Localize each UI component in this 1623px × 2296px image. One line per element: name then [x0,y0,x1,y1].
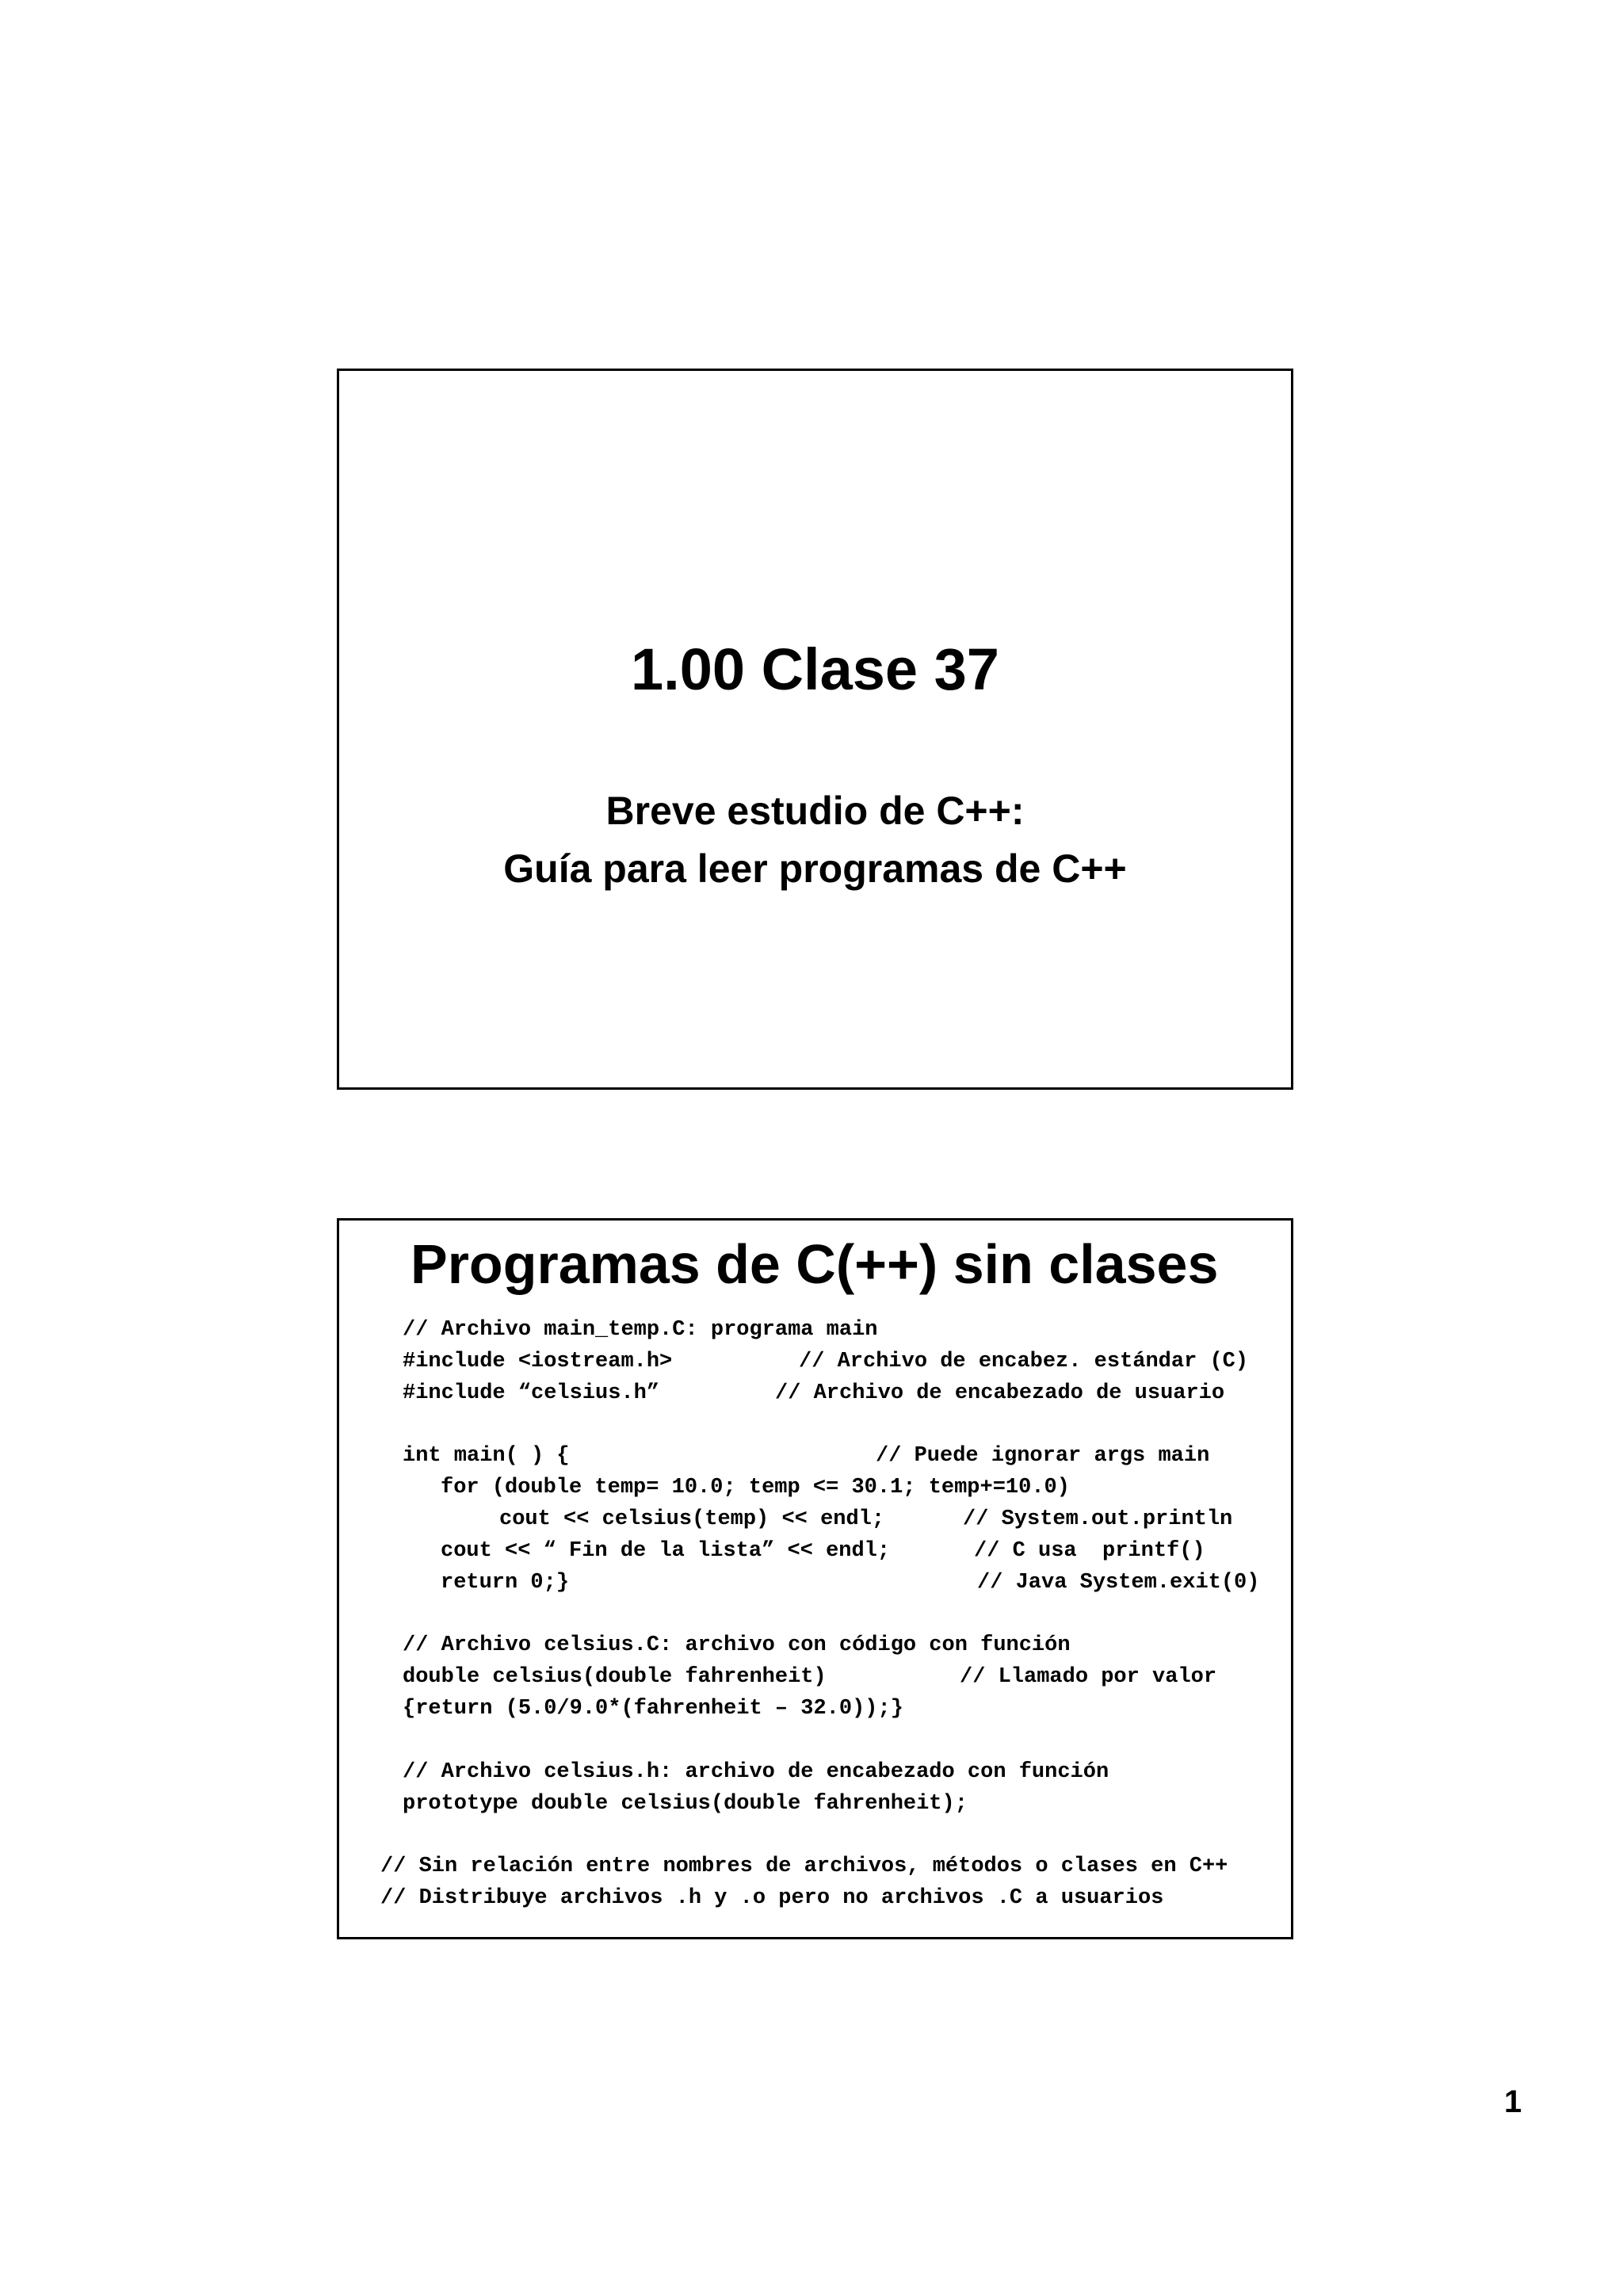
code-comment-2: // Archivo de encabez. estándar (C) [799,1350,1249,1373]
code-line-2: #include <iostream.h> [403,1350,673,1373]
code-line-1: // Archivo main_temp.C: programa main [403,1318,878,1342]
code-comment-7: // C usa printf() [974,1539,1205,1563]
code-line-15: // Distribuye archivos .h y .o pero no archivos .C a usuarios [380,1886,1164,1910]
code-line-13: prototype double celsius(double fahrenheit); [403,1792,968,1816]
code-line-12: // Archivo celsius.h: archivo de encabezado con función [403,1760,1109,1784]
slide-1-subtitle-line-2: Guía para leer programas de C++ [503,846,1127,891]
code-comment-4: // Puede ignorar args main [876,1444,1210,1468]
code-comment-6: // System.out.println [963,1507,1233,1531]
code-comment-8: // Java System.exit(0) [977,1571,1260,1595]
code-comment-10: // Llamado por valor [960,1665,1217,1689]
code-line-10: double celsius(double fahrenheit) [403,1665,827,1689]
slide-1-title: 1.00 Clase 37 [631,636,999,702]
slide-2-title: Programas de C(++) sin clases [411,1233,1219,1295]
page-number: 1 [1504,2084,1522,2119]
code-line-3: #include “celsius.h” [403,1381,660,1405]
code-line-4: int main( ) { [403,1444,570,1468]
code-line-9: // Archivo celsius.C: archivo con código con función [403,1633,1071,1657]
code-line-7: cout << “ Fin de la lista” << endl; [441,1539,891,1563]
code-line-8: return 0;} [441,1571,570,1595]
slide-1 [337,369,1293,1090]
code-line-11: {return (5.0/9.0*(fahrenheit – 32.0));} [403,1697,903,1721]
slide-2 [337,1218,1293,1939]
code-line-6: cout << celsius(temp) << endl; [499,1507,885,1531]
code-comment-3: // Archivo de encabezado de usuario [775,1381,1225,1405]
code-line-5: for (double temp= 10.0; temp <= 30.1; temp+=10.0) [441,1476,1070,1499]
code-line-14: // Sin relación entre nombres de archivos, métodos o clases en C++ [380,1855,1228,1878]
slide-1-subtitle-line-1: Breve estudio de C++: [605,789,1025,833]
